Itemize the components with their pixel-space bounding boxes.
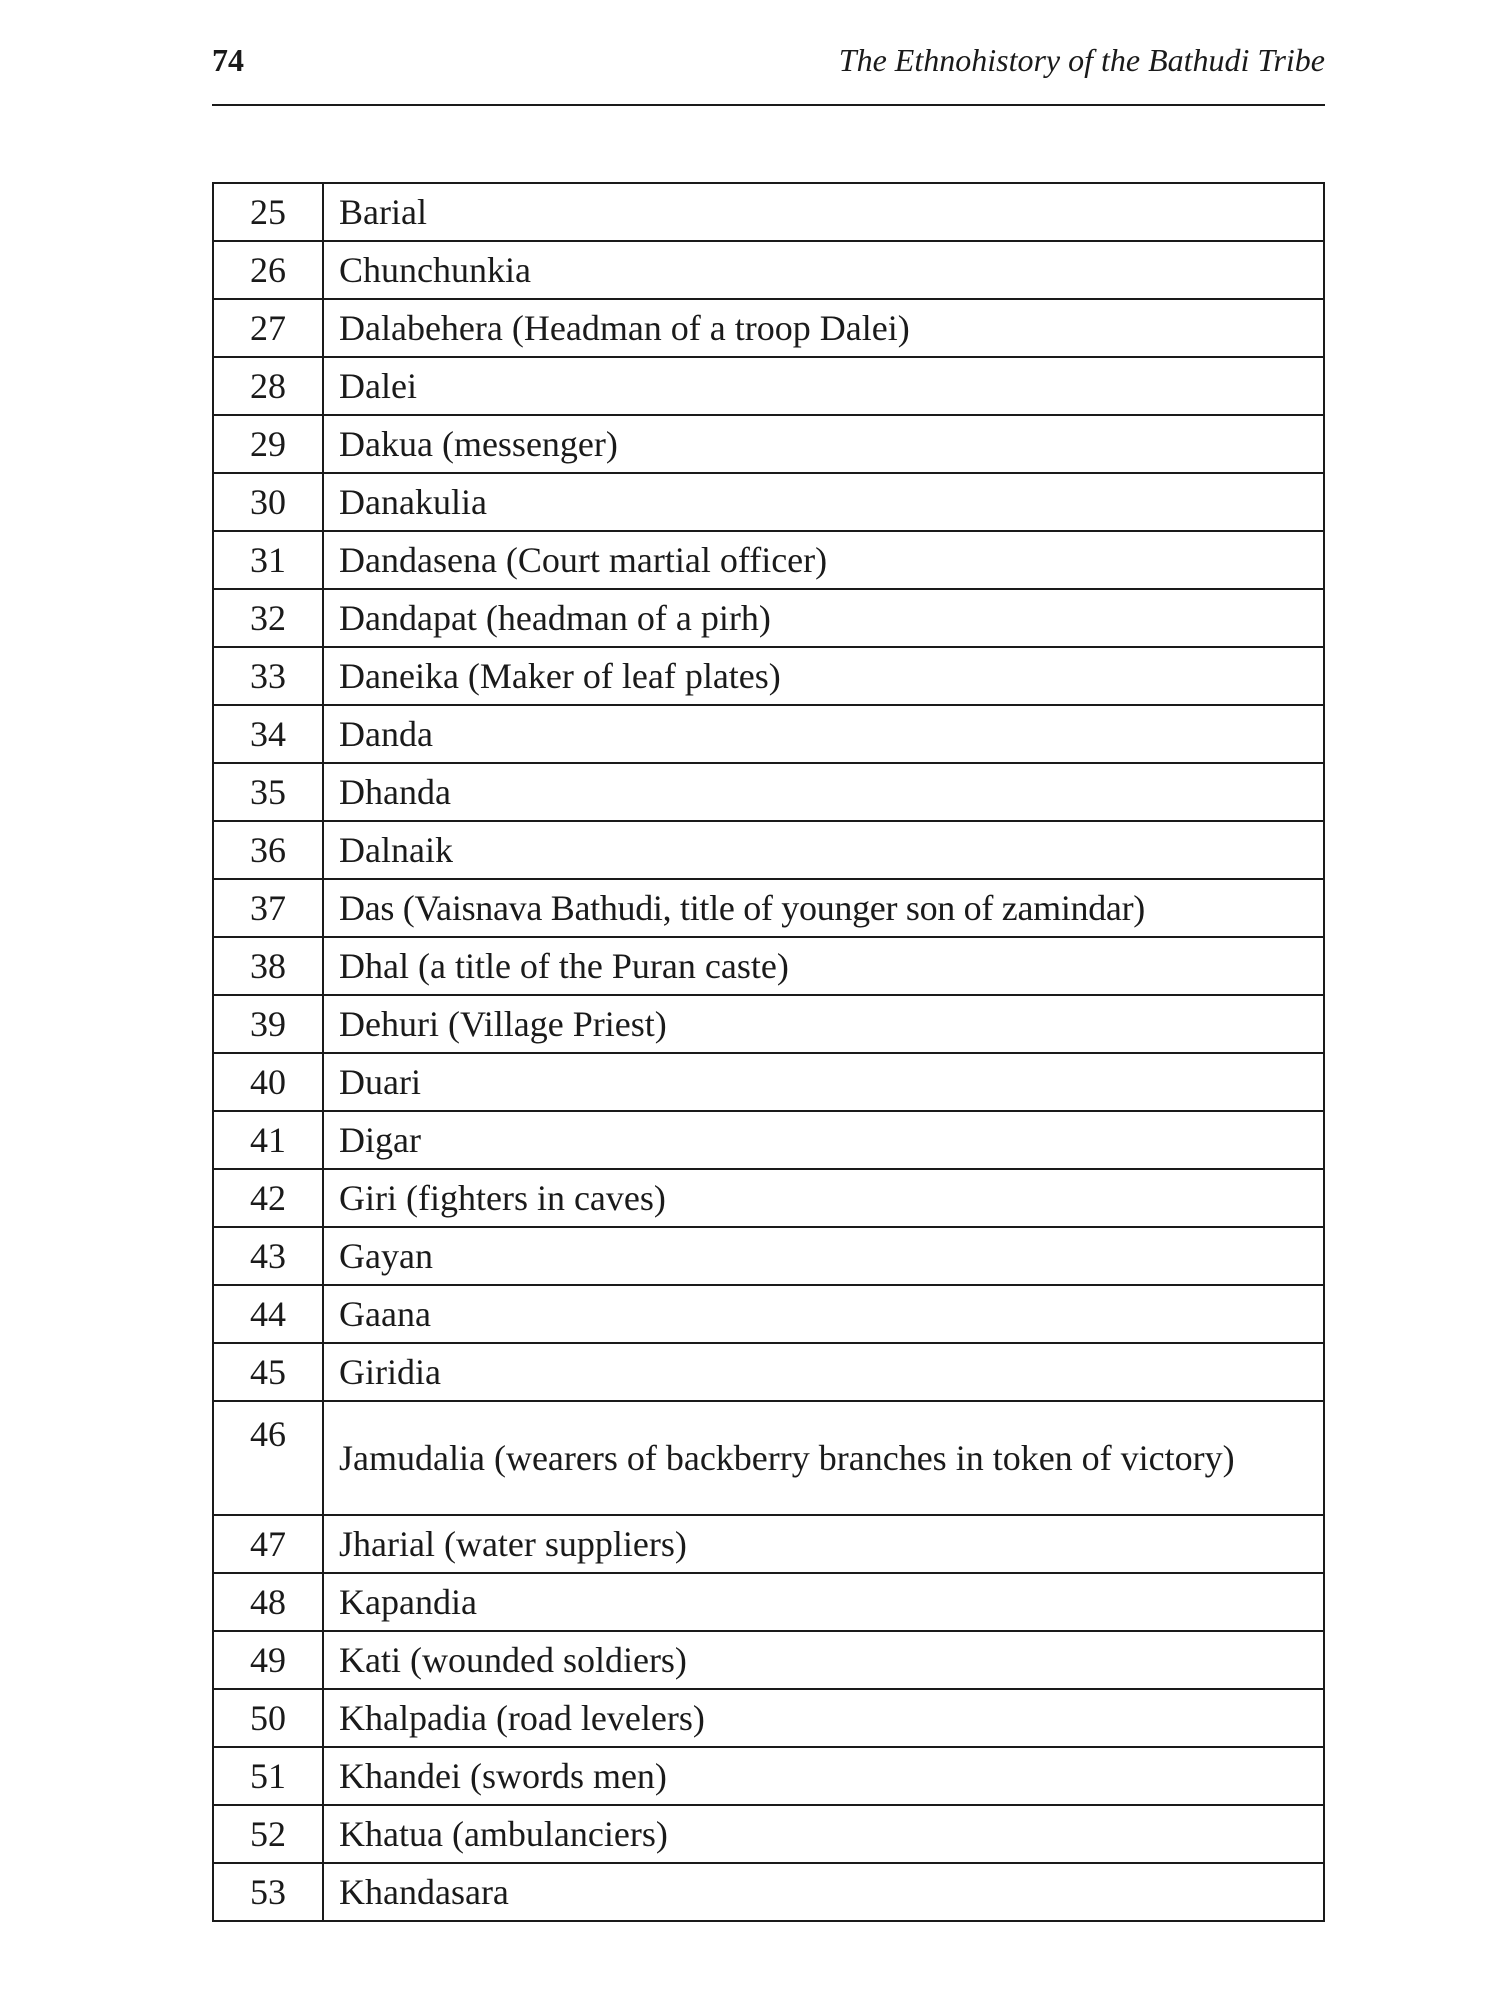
table-row	[213, 357, 1324, 415]
table-row	[213, 1111, 1324, 1169]
row-text: Danda	[323, 705, 1324, 763]
row-number: 29	[213, 415, 323, 473]
row-text: Daneika (Maker of leaf plates)	[323, 647, 1324, 705]
table-row	[213, 1169, 1324, 1227]
row-text: Jamudalia (wearers of backberry branches in token of victory)	[323, 1401, 1324, 1515]
row-number: 32	[213, 589, 323, 647]
row-number: 25	[213, 183, 323, 241]
row-number: 27	[213, 299, 323, 357]
row-number: 47	[213, 1515, 323, 1573]
row-text: Khandasara	[323, 1863, 1324, 1921]
table-row	[213, 1631, 1324, 1689]
row-number: 26	[213, 241, 323, 299]
row-text: Giri (fighters in caves)	[323, 1169, 1324, 1227]
row-text: Dhal (a title of the Puran caste)	[323, 937, 1324, 995]
table-row	[213, 995, 1324, 1053]
table-row	[213, 821, 1324, 879]
row-text: Duari	[323, 1053, 1324, 1111]
row-number: 50	[213, 1689, 323, 1747]
table-row	[213, 1227, 1324, 1285]
row-number: 42	[213, 1169, 323, 1227]
row-text: Barial	[323, 183, 1324, 241]
row-text: Dandasena (Court martial officer)	[323, 531, 1324, 589]
row-number: 37	[213, 879, 323, 937]
row-text: Dandapat (headman of a pirh)	[323, 589, 1324, 647]
row-number: 46	[213, 1401, 323, 1515]
table-row	[213, 531, 1324, 589]
row-text: Khandei (swords men)	[323, 1747, 1324, 1805]
table-row	[213, 415, 1324, 473]
row-number: 51	[213, 1747, 323, 1805]
row-number: 48	[213, 1573, 323, 1631]
table-row	[213, 299, 1324, 357]
row-text: Dalnaik	[323, 821, 1324, 879]
row-text: Dalei	[323, 357, 1324, 415]
row-number: 49	[213, 1631, 323, 1689]
table-row	[213, 1573, 1324, 1631]
running-title: The Ethnohistory of the Bathudi Tribe	[838, 42, 1325, 78]
row-text: Jharial (water suppliers)	[323, 1515, 1324, 1573]
table-row	[213, 763, 1324, 821]
table-row	[213, 937, 1324, 995]
row-text: Khatua (ambulanciers)	[323, 1805, 1324, 1863]
row-text: Kapandia	[323, 1573, 1324, 1631]
row-number: 34	[213, 705, 323, 763]
table-row	[213, 473, 1324, 531]
row-number: 43	[213, 1227, 323, 1285]
row-text: Chunchunkia	[323, 241, 1324, 299]
table-row	[213, 879, 1324, 937]
row-number: 40	[213, 1053, 323, 1111]
table-row	[213, 589, 1324, 647]
row-text: Digar	[323, 1111, 1324, 1169]
header-rule	[212, 104, 1325, 106]
title-list-table	[212, 182, 1325, 1922]
table-row	[213, 1689, 1324, 1747]
table-row	[213, 1343, 1324, 1401]
row-text: Dhanda	[323, 763, 1324, 821]
row-number: 33	[213, 647, 323, 705]
row-number: 28	[213, 357, 323, 415]
row-text: Gayan	[323, 1227, 1324, 1285]
table-row	[213, 647, 1324, 705]
row-number: 30	[213, 473, 323, 531]
table-row	[213, 1805, 1324, 1863]
row-number: 53	[213, 1863, 323, 1921]
row-text: Kati (wounded soldiers)	[323, 1631, 1324, 1689]
row-text: Dehuri (Village Priest)	[323, 995, 1324, 1053]
table-row	[213, 241, 1324, 299]
table-row	[213, 1515, 1324, 1573]
table-row	[213, 183, 1324, 241]
row-number: 35	[213, 763, 323, 821]
table-row	[213, 1747, 1324, 1805]
row-number: 38	[213, 937, 323, 995]
row-number: 52	[213, 1805, 323, 1863]
row-number: 39	[213, 995, 323, 1053]
row-number: 41	[213, 1111, 323, 1169]
row-text: Das (Vaisnava Bathudi, title of younger son of zamindar)	[323, 879, 1324, 937]
table-row	[213, 1053, 1324, 1111]
table-row	[213, 705, 1324, 763]
row-text: Dakua (messenger)	[323, 415, 1324, 473]
table-row	[213, 1863, 1324, 1921]
page-number: 74	[212, 42, 244, 78]
row-text: Gaana	[323, 1285, 1324, 1343]
row-text: Giridia	[323, 1343, 1324, 1401]
row-number: 36	[213, 821, 323, 879]
row-number: 45	[213, 1343, 323, 1401]
row-text: Dalabehera (Headman of a troop Dalei)	[323, 299, 1324, 357]
row-text: Khalpadia (road levelers)	[323, 1689, 1324, 1747]
row-number: 44	[213, 1285, 323, 1343]
row-text: Danakulia	[323, 473, 1324, 531]
row-number: 31	[213, 531, 323, 589]
table-row	[213, 1401, 1324, 1515]
table-row	[213, 1285, 1324, 1343]
